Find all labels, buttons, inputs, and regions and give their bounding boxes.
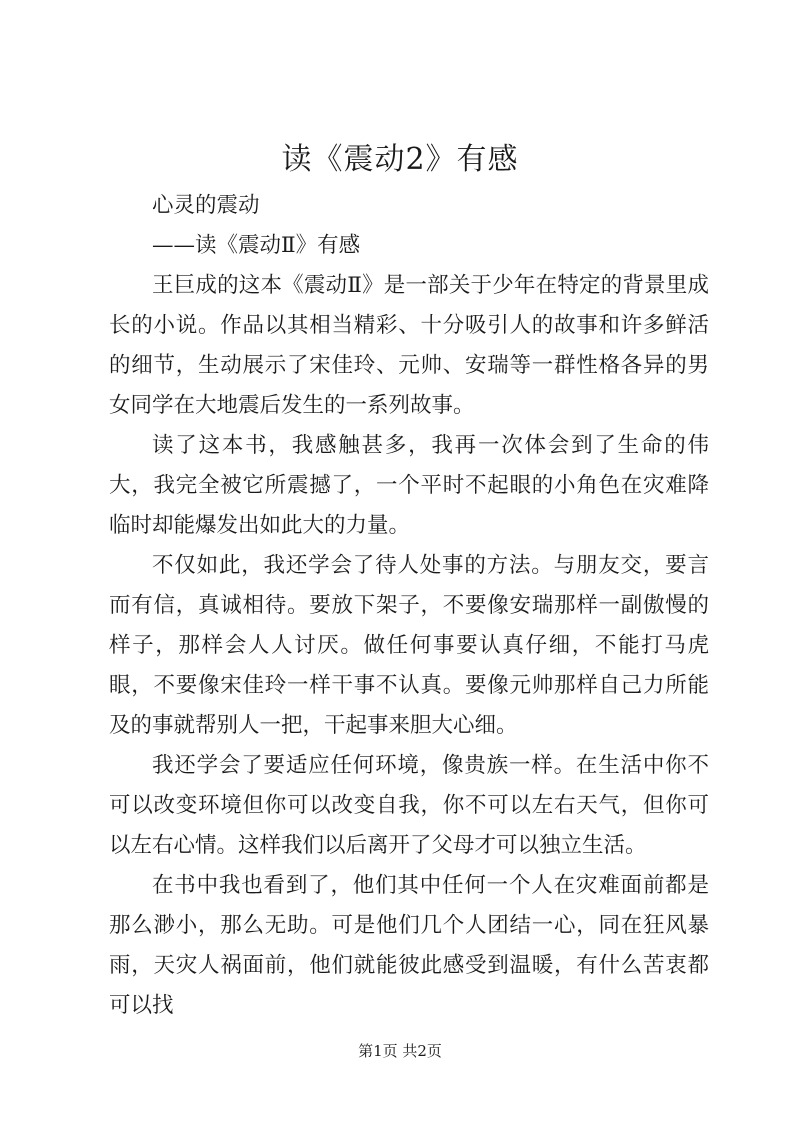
subtitle-paragraph: 心灵的震动 bbox=[152, 193, 260, 218]
document-title: 读《震动2》有感 bbox=[281, 142, 519, 177]
body-paragraph: 王巨成的这本《震动Ⅱ》是一部关于少年在特定的背景里成长的小说。作品以其相当精彩、十分吸引人的故事和许多鲜活的细节，生动展示了宋佳玲、元帅、安瑞等一群性格各异的男女同学在大地震后发生的一系列故事。 bbox=[109, 273, 709, 418]
body-paragraph: 不仅如此，我还学会了待人处事的方法。与朋友交，要言而有信，真诚相待。要放下架子，不要像安瑞那样一副傲慢的样子，那样会人人讨厌。做任何事要认真仔细，不能打马虎眼，不要像宋佳玲一样干事不认真。要像元帅那样自己力所能及的事就帮别人一把，干起事来胆大心细。 bbox=[109, 553, 709, 738]
page-number-footer: 第1页 共2页 bbox=[358, 1042, 442, 1060]
body-paragraph: 在书中我也看到了，他们其中任何一个人在灾难面前都是那么渺小，那么无助。可是他们几个人团结一心，同在狂风暴雨，天灾人祸面前，他们就能彼此感受到温暖，有什么苦衷都可以找 bbox=[109, 873, 709, 1018]
subtitle-byline-paragraph: ——读《震动Ⅱ》有感 bbox=[152, 233, 361, 258]
document-body bbox=[109, 186, 709, 1026]
body-paragraph: 读了这本书，我感触甚多，我再一次体会到了生命的伟大，我完全被它所震撼了，一个平时不起眼的小角色在灾难降临时却能爆发出如此大的力量。 bbox=[109, 433, 709, 538]
body-paragraph: 我还学会了要适应任何环境，像贵族一样。在生活中你不可以改变环境但你可以改变自我，你不可以左右天气，但你可以左右心情。这样我们以后离开了父母才可以独立生活。 bbox=[109, 753, 709, 858]
